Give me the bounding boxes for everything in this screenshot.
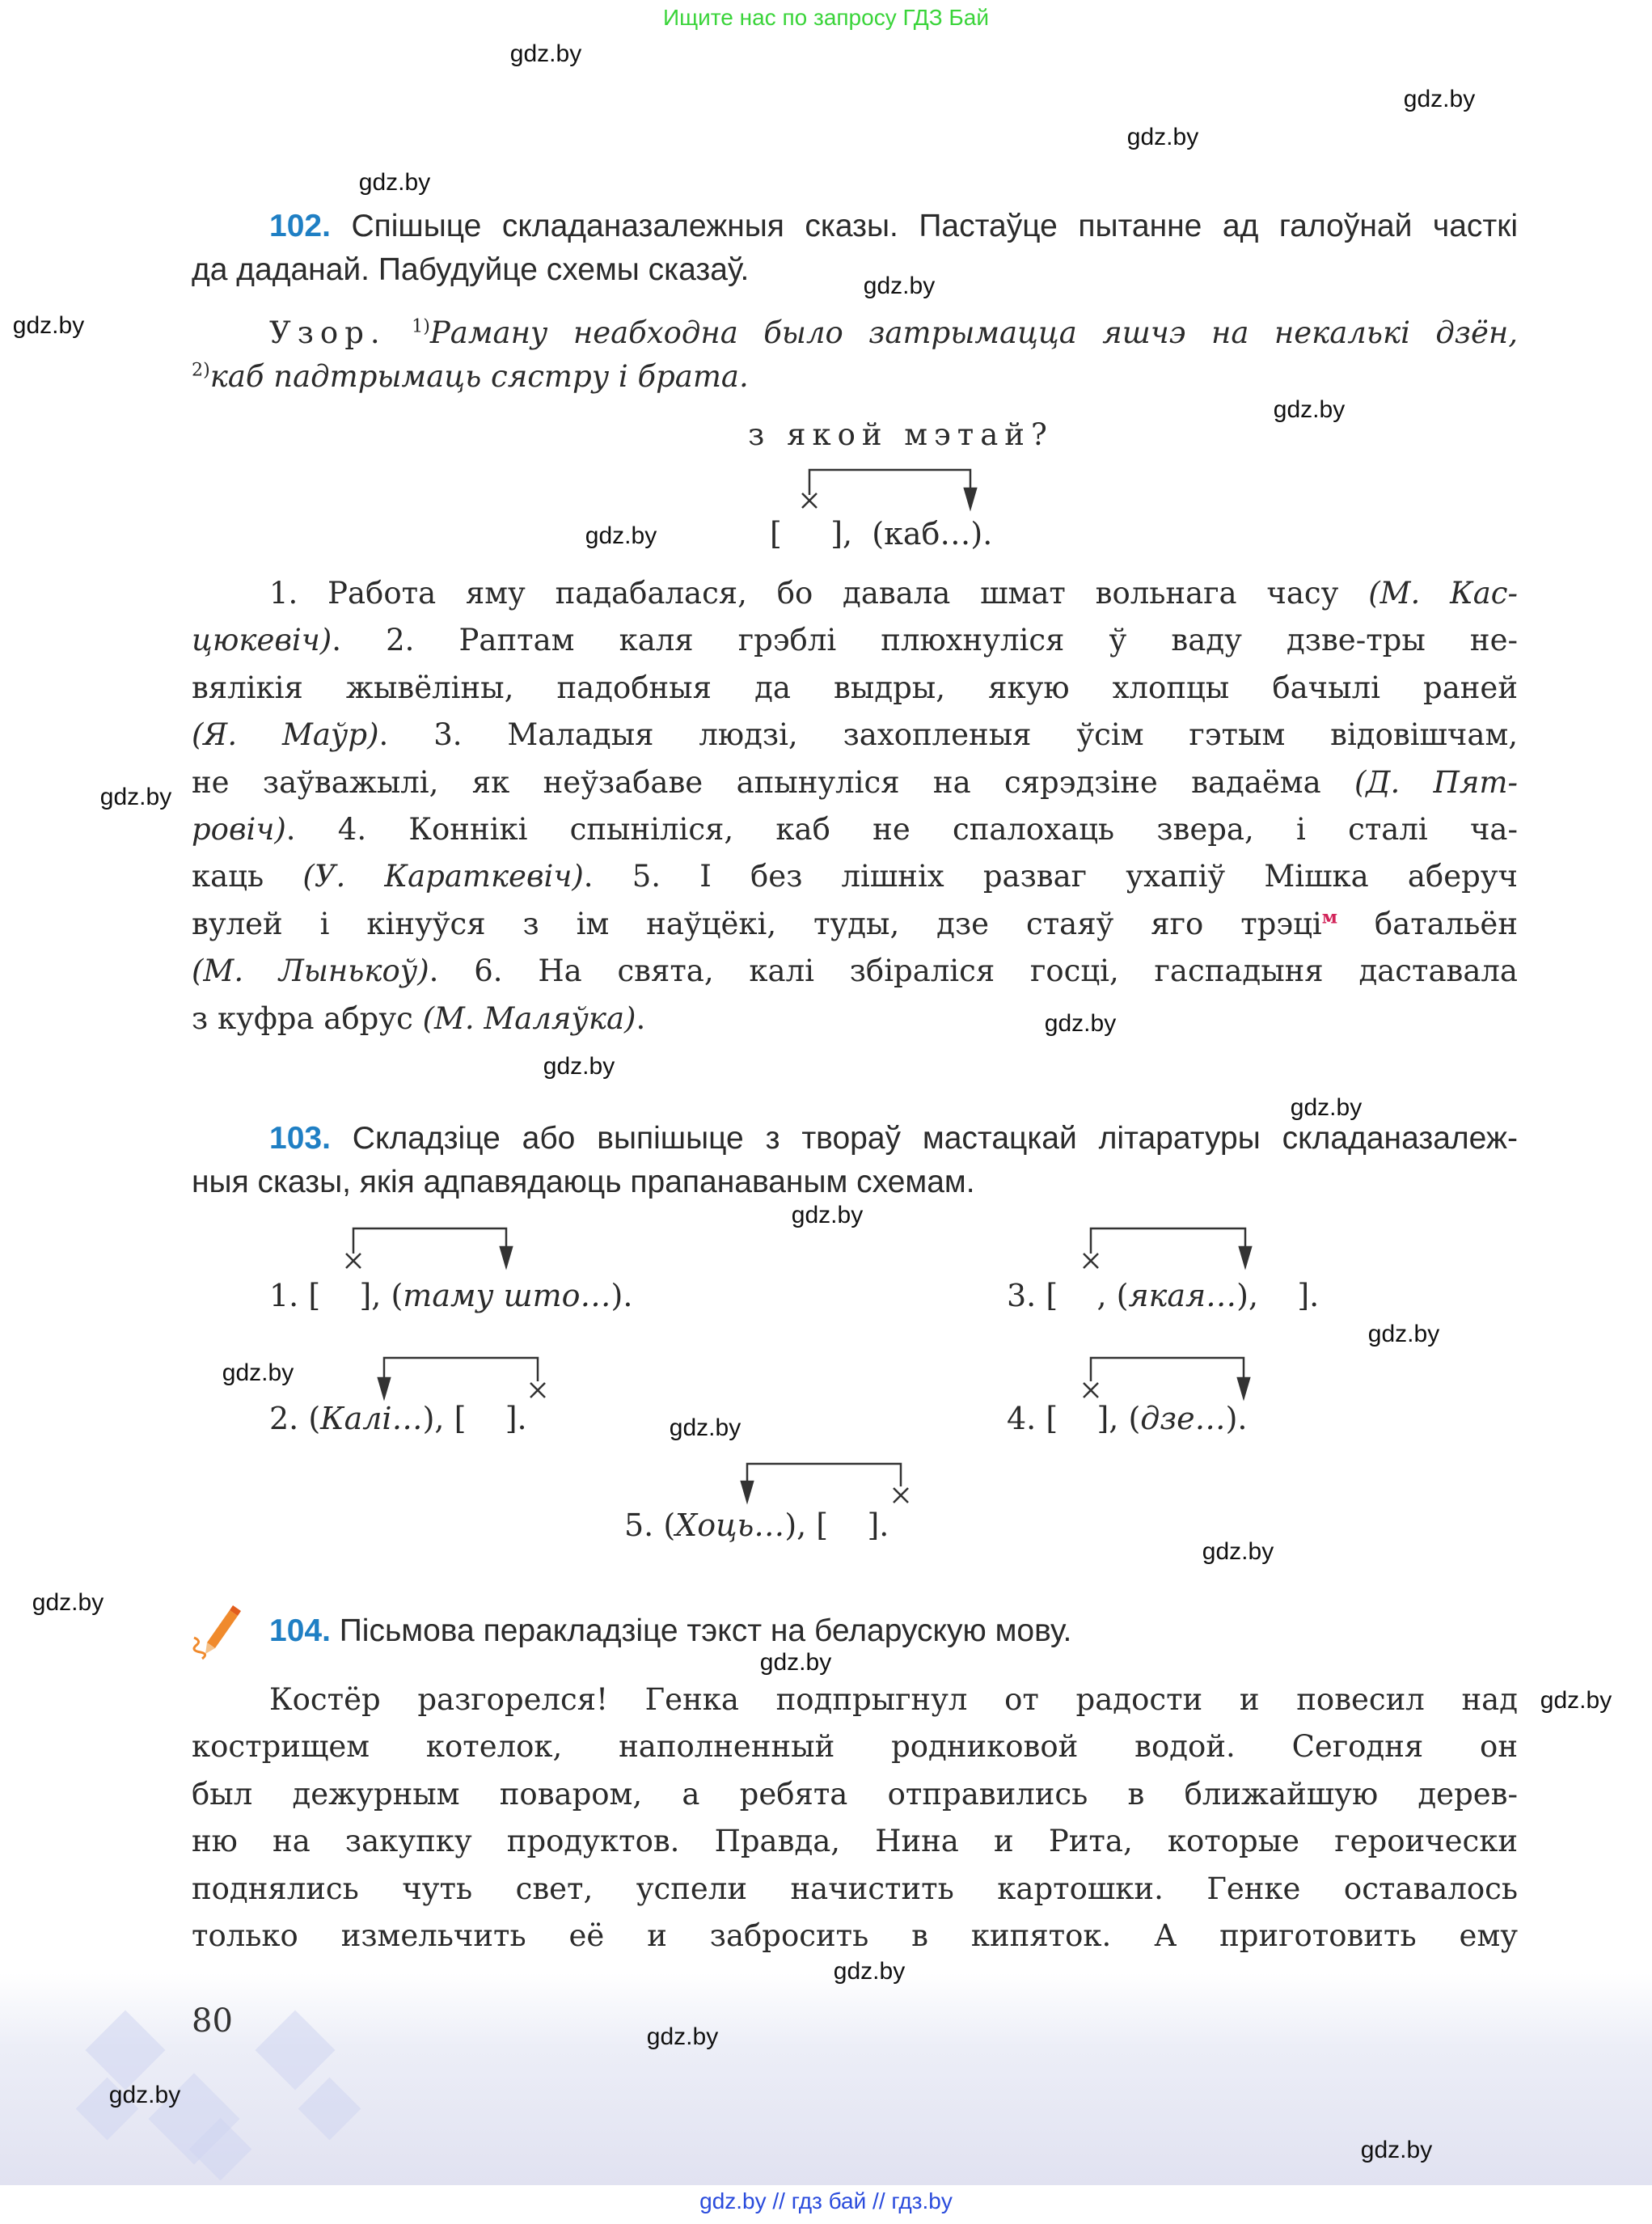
author-citation: (М. Маляўка) [422, 1000, 636, 1036]
footer-link[interactable]: gdz.by // гдз бай // гдз.by [699, 2188, 953, 2213]
author-citation: (Д. Пят- [1354, 764, 1518, 800]
sentence-text: вялікія жывёліны, падобныя да выдры, якую хлопцы бачылі раней [192, 670, 1518, 705]
ex104-task [269, 1613, 1518, 1649]
schema-part: Калі… [320, 1401, 423, 1436]
watermark: gdz.by [358, 169, 431, 196]
schema-arrow-3 [1084, 1228, 1251, 1268]
watermark: gdz.by [1367, 1321, 1440, 1347]
text-line: только измельчить её и забросить в кипяток. А приготовить ему [192, 1918, 1518, 1953]
sentence-text: з куфра абрус [192, 1000, 423, 1036]
pattern-text: Раману неабходна было затрымацца яшчэ на некалькі дзён, [429, 315, 1519, 350]
watermark: gdz.by [791, 1202, 864, 1228]
sentence-text: батальён [1337, 906, 1518, 941]
watermark: gdz.by [833, 1958, 906, 1985]
pattern-text: каб падтрымаць сястру і брата. [209, 359, 749, 394]
watermark: gdz.by [863, 273, 936, 299]
ex103-task-line2: ныя сказы, якія адпавядаюць прапанаваным схемам. [192, 1165, 975, 1199]
author-citation: (М. Кас- [1368, 576, 1518, 611]
author-citation: (У. Караткевіч) [302, 859, 584, 894]
sentence-text: . 5. І без лішніх разваг ухапіў Мішка аберуч [583, 859, 1519, 894]
watermark: gdz.by [1202, 1538, 1274, 1565]
schema-part: ). [1225, 1401, 1248, 1436]
pencil-icon [194, 1605, 241, 1659]
watermark: gdz.by [1360, 2137, 1433, 2163]
watermark: gdz.by [108, 2082, 181, 2108]
page-number: 80 [192, 2002, 233, 2040]
schema-102: [ ], (каб…). [770, 516, 993, 552]
schema-part: Хоць… [675, 1507, 785, 1543]
schema-part: 2. ( [269, 1401, 321, 1436]
search-banner: Ищите нас по запросу ГДЗ Бай [662, 5, 990, 30]
author-citation: цюкевіч) [192, 623, 332, 658]
watermark: gdz.by [12, 312, 85, 339]
schema-arrow-102 [802, 470, 976, 508]
author-citation: (М. Лынькоў) [192, 953, 429, 989]
schema-arrow-4 [1084, 1358, 1249, 1397]
author-citation: ровіч) [192, 812, 286, 847]
watermark: gdz.by [759, 1649, 832, 1676]
watermark: gdz.by [32, 1589, 104, 1616]
watermark: gdz.by [1044, 1010, 1117, 1037]
watermark: gdz.by [1403, 86, 1476, 112]
sentence-text: . 6. На свята, калі збіраліся госці, гаспадыня даставала [429, 953, 1518, 989]
schema-part: 3. [ , ( [1007, 1278, 1129, 1313]
ex102-task-line2: да даданай. Пабудуйце схемы сказаў. [192, 252, 750, 287]
task-text: Складзіце або выпішыце з твораў мастацкай літаратуры складаназалеж- [352, 1121, 1518, 1156]
text-line: кострищем котелок, наполненный родниковой водой. Сегодня он [192, 1729, 1518, 1765]
watermark: gdz.by [646, 2023, 719, 2050]
schema-question: з якой мэтай? [748, 417, 1054, 452]
watermark: gdz.by [222, 1359, 294, 1386]
watermark: gdz.by [99, 784, 172, 810]
schema-arrow-2 [378, 1358, 545, 1397]
sentence-text: . 4. Коннікі спыніліся, каб не спалохаць звера, і сталі ча- [285, 812, 1518, 847]
author-citation: (Я. Маўр) [192, 717, 379, 753]
schema-part: ), [ ]. [784, 1507, 889, 1543]
watermark: gdz.by [1290, 1094, 1363, 1121]
footnote-mark: 1) [412, 315, 430, 337]
watermark: gdz.by [1273, 396, 1346, 423]
margin-note-mark: м [1321, 907, 1337, 928]
text-line: Костёр разгорелся! Генка подпрыгнул от радости и повесил над [269, 1682, 1518, 1717]
text-line: поднялись чуть свет, успели начистить картошки. Генке оставалось [192, 1871, 1518, 1906]
watermark: gdz.by [509, 40, 582, 67]
watermark: gdz.by [669, 1414, 741, 1441]
schema-part: дзе… [1140, 1401, 1226, 1436]
watermark: gdz.by [585, 522, 657, 549]
schema-arrow-1 [346, 1228, 512, 1268]
text-line: был дежурным поваром, а ребята отправились в ближайшую дерев- [192, 1776, 1518, 1812]
sentence-text: 1. Работа яму падабалася, бо давала шмат вольнага часу [269, 576, 1369, 611]
pattern-label: Узор. [269, 315, 387, 350]
sentence-text: вулей і кінуўся з ім наўцёкі, туды, дзе стаяў яго трэці [192, 906, 1322, 941]
schema-part: ), ]. [1236, 1278, 1320, 1313]
schema-part: якая… [1128, 1278, 1237, 1313]
sentence-text: не заўважылі, як неўзабаве апынуліся на сярэдзіне вадаёма [192, 764, 1354, 800]
task-text: Спішыце складаназалежныя сказы. Пастаўце пытанне ад галоўнай часткі [351, 209, 1518, 243]
sentence-text: . 2. Раптам каля грэблі плюхнуліся ў ваду дзве-тры не- [332, 623, 1518, 658]
schema-part: 4. [ ], ( [1007, 1401, 1141, 1436]
sentence-text: . [636, 1000, 646, 1036]
footnote-mark: 2) [192, 359, 210, 381]
task-text: Пісьмова перакладзіце тэкст на беларускую мову. [339, 1613, 1072, 1648]
exercise-number: 102. [269, 209, 331, 243]
schema-part: таму што… [403, 1278, 611, 1313]
schema-arrow-5 [741, 1464, 908, 1503]
schema-part: ). [611, 1278, 633, 1313]
schema-part: 5. ( [624, 1507, 676, 1543]
watermark: gdz.by [543, 1053, 615, 1080]
schema-part: ), [ ]. [422, 1401, 527, 1436]
exercise-number: 104. [269, 1613, 331, 1648]
text-line: ню на закупку продуктов. Правда, Нина и Рита, которые героически [192, 1824, 1518, 1859]
sentence-text: каць [192, 859, 303, 894]
watermark: gdz.by [1126, 124, 1199, 150]
exercise-number: 103. [269, 1121, 331, 1156]
schema-part: 1. [ ], ( [269, 1278, 403, 1313]
sentence-text: . 3. Маладыя людзі, захопленыя ўсім гэтым відовішчам, [378, 717, 1518, 753]
watermark: gdz.by [1540, 1687, 1612, 1714]
